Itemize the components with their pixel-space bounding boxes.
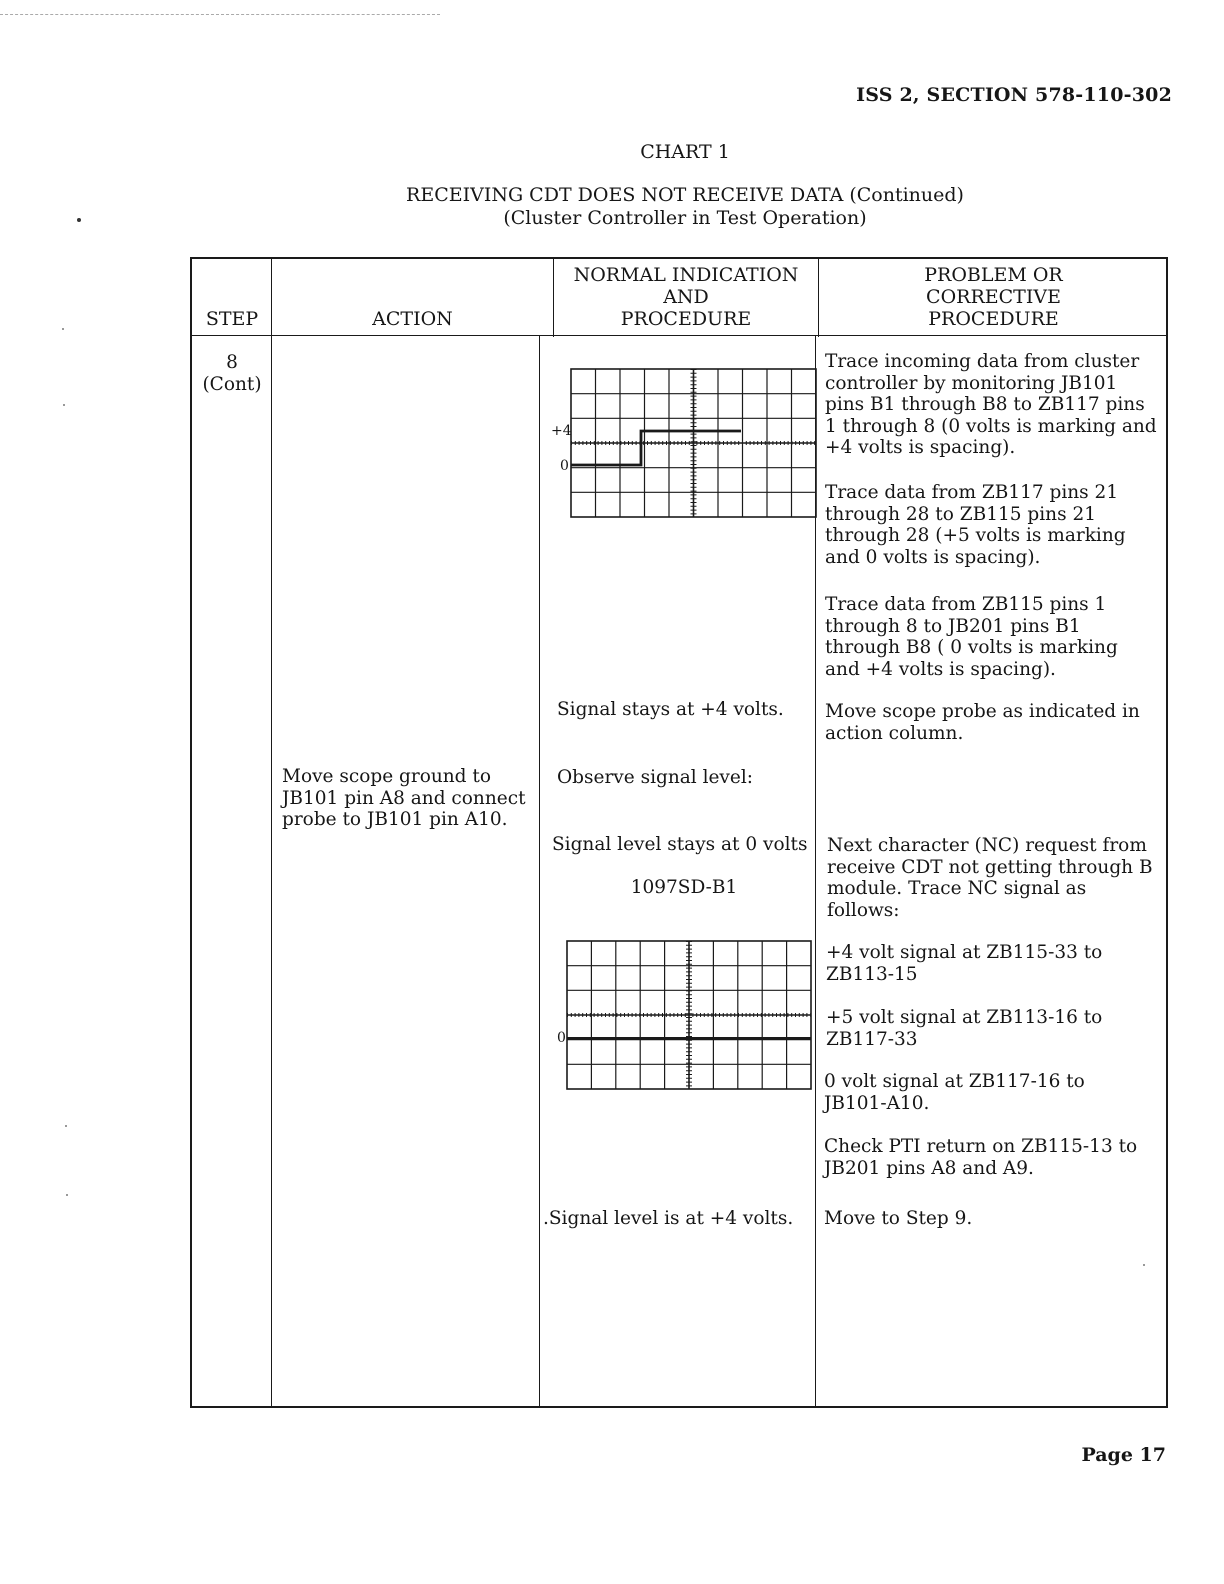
step-number xyxy=(192,352,272,395)
column-divider xyxy=(539,335,540,1408)
scope1-label-plus4: +4 xyxy=(551,423,572,439)
problem-move-probe xyxy=(825,701,1140,744)
problem-line: JB101-A10. xyxy=(824,1092,930,1114)
scan-artifact-speck xyxy=(62,328,64,330)
problem-line: +5 volt signal at ZB113-16 to xyxy=(826,1007,1103,1028)
problem-line: follows: xyxy=(827,899,900,921)
problem-line: 0 volt signal at ZB117-16 to xyxy=(824,1071,1085,1092)
scope2-label-zero: 0 xyxy=(557,1030,566,1046)
problem-line: and +4 volts is spacing). xyxy=(825,658,1056,680)
problem-line: Check PTI return on ZB115-13 to xyxy=(824,1136,1138,1157)
problem-line: through 28 to ZB115 pins 21 xyxy=(825,503,1096,525)
oscilloscope-trace-2 xyxy=(552,936,814,1094)
section-reference: ISS 2, SECTION 578-110-302 xyxy=(856,84,1172,106)
problem-move-step9: Move to Step 9. xyxy=(824,1208,973,1229)
problem-trace-zb115 xyxy=(825,594,1118,680)
scan-artifact-speck xyxy=(65,1125,67,1127)
problem-line: Trace data from ZB117 pins 21 xyxy=(825,482,1119,503)
problem-line: ZB113-15 xyxy=(826,963,918,985)
header-line: PROBLEM OR xyxy=(924,264,1063,286)
column-header-normal xyxy=(554,264,818,330)
action-move-scope-ground xyxy=(282,766,526,831)
column-header-action: ACTION xyxy=(372,308,453,330)
problem-line: Trace data from ZB115 pins 1 xyxy=(825,594,1107,615)
problem-line: +4 volt signal at ZB115-33 to xyxy=(826,942,1103,963)
problem-plus5-signal xyxy=(826,1007,1102,1050)
problem-line: Trace incoming data from cluster xyxy=(825,351,1140,372)
action-line: Move scope ground to xyxy=(282,766,491,787)
column-header-problem xyxy=(819,264,1168,330)
normal-reference-code: 1097SD-B1 xyxy=(630,877,738,898)
header-line: NORMAL INDICATION xyxy=(573,264,799,286)
header-line: CORRECTIVE xyxy=(926,286,1061,308)
problem-plus4-signal xyxy=(826,942,1102,985)
problem-nc-request xyxy=(827,835,1153,921)
problem-line: through 28 (+5 volts is marking xyxy=(825,525,1126,546)
action-line: probe to JB101 pin A10. xyxy=(282,809,508,830)
header-line: AND xyxy=(663,286,709,308)
problem-line: controller by monitoring JB101 xyxy=(825,372,1118,394)
normal-stays-zero: Signal level stays at 0 volts xyxy=(552,834,808,855)
header-divider xyxy=(190,335,1168,336)
problem-line: and 0 volts is spacing). xyxy=(825,546,1041,568)
problem-line: through 8 to JB201 pins B1 xyxy=(825,615,1081,637)
column-divider xyxy=(271,335,272,1408)
subtitle-line: (Cluster Controller in Test Operation) xyxy=(503,207,867,229)
scan-artifact-speck xyxy=(63,404,65,406)
action-line: JB101 pin A8 and connect xyxy=(282,787,526,809)
problem-zero-signal xyxy=(824,1071,1085,1114)
problem-line: JB201 pins A8 and A9. xyxy=(824,1157,1034,1179)
problem-trace-incoming xyxy=(825,351,1157,459)
problem-trace-zb117 xyxy=(825,482,1126,568)
problem-line: module. Trace NC signal as xyxy=(827,878,1087,899)
problem-line: 1 through 8 (0 volts is marking and xyxy=(825,415,1157,437)
scan-artifact-line xyxy=(0,14,440,15)
column-header-step: STEP xyxy=(205,308,259,330)
scan-artifact-speck xyxy=(66,1194,68,1196)
problem-line: receive CDT not getting through B xyxy=(827,856,1153,878)
subtitle-line: RECEIVING CDT DOES NOT RECEIVE DATA (Continued) xyxy=(406,184,964,206)
scope1-label-zero: 0 xyxy=(560,458,569,474)
normal-observe: Observe signal level: xyxy=(557,767,753,788)
problem-pti-return xyxy=(824,1136,1137,1179)
problem-line: pins B1 through B8 to ZB117 pins xyxy=(825,394,1145,415)
chart-title: CHART 1 xyxy=(640,141,730,163)
oscilloscope-trace-1 xyxy=(548,364,820,522)
problem-line: action column. xyxy=(825,722,964,744)
problem-line: ZB117-33 xyxy=(826,1028,918,1050)
problem-line: through B8 ( 0 volts is marking xyxy=(825,637,1118,658)
page-number: Page 17 xyxy=(1081,1444,1166,1466)
problem-line: +4 volts is spacing). xyxy=(825,437,1016,458)
header-line: PROCEDURE xyxy=(928,308,1059,330)
step-line: (Cont) xyxy=(202,373,262,395)
problem-line: Move scope probe as indicated in xyxy=(825,701,1140,722)
problem-line: Next character (NC) request from xyxy=(827,835,1147,856)
header-line: PROCEDURE xyxy=(620,308,752,330)
chart-subtitle xyxy=(0,184,1224,230)
step-line: 8 xyxy=(226,352,238,373)
normal-is-plus4: .Signal level is at +4 volts. xyxy=(543,1208,794,1229)
normal-stays-plus4: Signal stays at +4 volts. xyxy=(557,699,784,720)
